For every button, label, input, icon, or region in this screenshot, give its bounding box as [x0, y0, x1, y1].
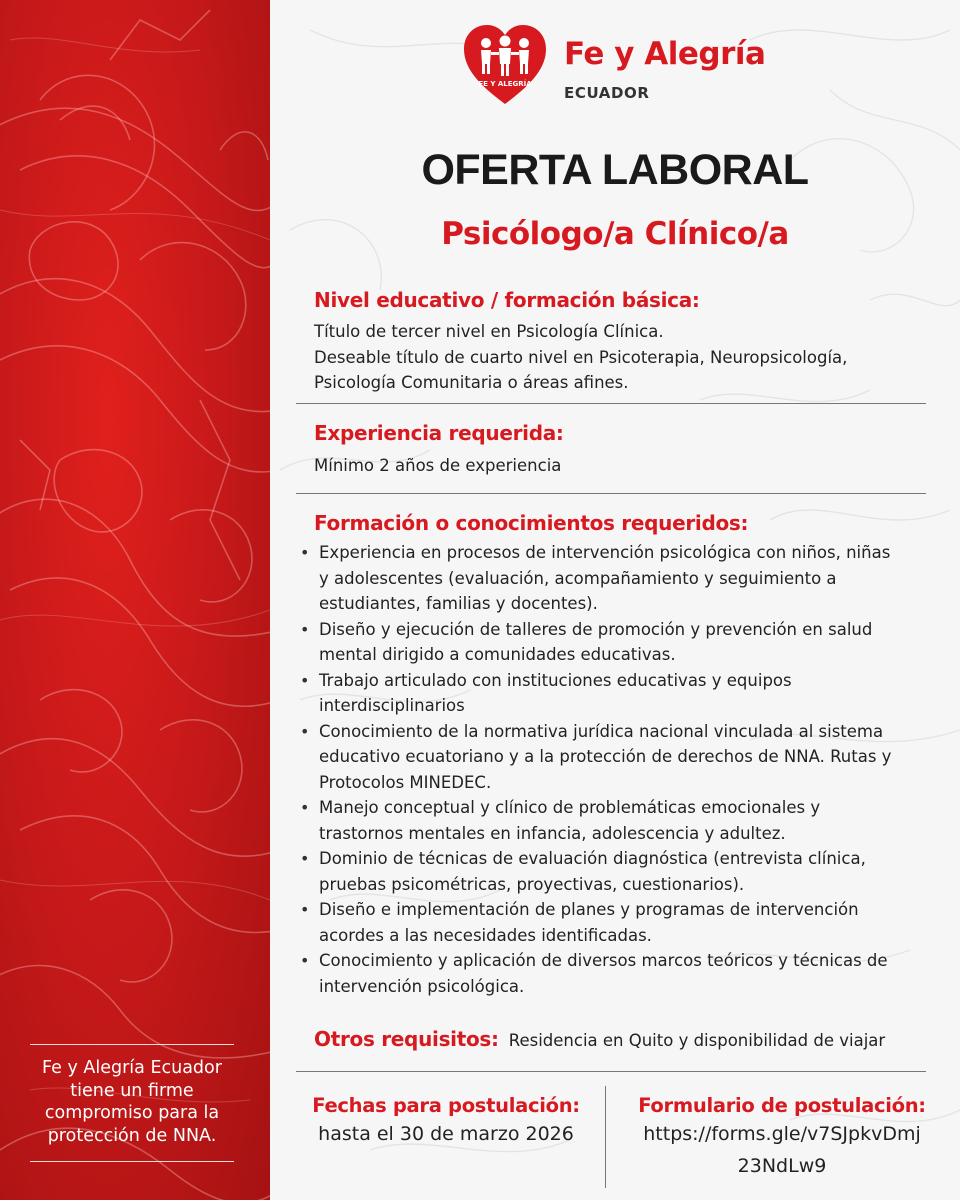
line-art-illustration — [0, 0, 270, 1200]
list-item-line: Protocolos MINEDEC. — [319, 772, 492, 792]
divider — [296, 1071, 926, 1072]
left-red-panel — [0, 0, 270, 1200]
education-line: Deseable título de cuarto nivel en Psicoterapia, Neuropsicología, — [314, 347, 848, 367]
emblem-text: FE Y ALEGRÍA — [478, 80, 532, 88]
brand-country: ECUADOR — [564, 84, 650, 102]
list-item-line: y adolescentes (evaluación, acompañamiento y seguimiento a — [319, 568, 837, 588]
list-item-line: acordes a las necesidades identificadas. — [319, 925, 652, 945]
list-item-line: • Diseño e implementación de planes y programas de intervención — [319, 900, 859, 919]
list-item-line: intervención psicológica. — [319, 976, 525, 996]
list-item — [296, 846, 936, 897]
application-form — [614, 1094, 950, 1181]
divider — [296, 403, 926, 404]
education-heading: Nivel educativo / formación básica: — [314, 288, 700, 312]
form-heading: Formulario de postulación: — [638, 1094, 926, 1117]
list-item-line: • Dominio de técnicas de evaluación diagnóstica (entrevista clínica, — [319, 849, 866, 868]
list-item-line: interdisciplinarios — [319, 696, 465, 715]
list-item-line: pruebas psicométricas, proyectivas, cuestionarios). — [319, 874, 745, 894]
note-line: compromiso para la — [44, 1103, 220, 1123]
divider — [296, 493, 926, 494]
list-item-line: • Trabajo articulado con instituciones educativas y equipos — [319, 670, 792, 690]
application-dates — [296, 1094, 596, 1149]
list-item-line: educativo ecuatoriano y a la protección de derechos de NNA. Rutas y — [319, 747, 892, 766]
vertical-divider — [605, 1086, 606, 1188]
list-item — [296, 668, 936, 719]
list-item — [296, 719, 936, 796]
list-item-line: estudiantes, familias y docentes). — [319, 594, 598, 613]
education-line: Título de tercer nivel en Psicología Clínica. — [314, 322, 664, 341]
note-line: protección de NNA. — [47, 1125, 217, 1146]
brand-name: Fe y Alegría — [564, 36, 766, 72]
education-line: Psicología Comunitaria o áreas afines. — [314, 373, 629, 392]
list-item-line: trastornos mentales en infancia, adolescencia y adultez. — [319, 823, 786, 843]
knowledge-heading: Formación o conocimientos requeridos: — [314, 511, 749, 535]
list-item — [296, 795, 936, 846]
list-item — [296, 948, 936, 999]
list-item — [296, 897, 936, 948]
knowledge-list — [296, 540, 936, 999]
heart-children-icon — [462, 22, 548, 108]
form-url-line[interactable]: 23NdLw9 — [737, 1155, 827, 1177]
list-item-line: mental dirigido a comunidades educativas. — [319, 645, 676, 664]
job-position-title: Psicólogo/a Clínico/a — [441, 216, 789, 252]
experience-text — [314, 453, 934, 479]
note-line: Fe y Alegría Ecuador — [42, 1058, 222, 1078]
education-text — [314, 319, 934, 396]
list-item-line: • Conocimiento de la normativa jurídica nacional vinculada al sistema — [319, 721, 884, 741]
dates-heading: Fechas para postulación: — [312, 1094, 580, 1117]
list-item — [296, 540, 936, 617]
list-item-line: • Diseño y ejecución de talleres de promoción y prevención en salud — [319, 619, 873, 639]
experience-line: Mínimo 2 años de experiencia — [314, 456, 562, 475]
dates-text: hasta el 30 de marzo 2026 — [318, 1123, 574, 1145]
list-item-line: • Conocimiento y aplicación de diversos marcos teóricos y técnicas de — [319, 951, 888, 970]
page-title: OFERTA LABORAL — [421, 146, 809, 194]
experience-heading: Experiencia requerida: — [314, 421, 564, 445]
list-item — [296, 617, 936, 668]
fe-y-alegria-logo — [462, 22, 772, 112]
list-item-line: • Manejo conceptual y clínico de problemáticas emocionales y — [319, 798, 821, 817]
form-url-line[interactable]: https://forms.gle/v7SJpkvDmj — [643, 1123, 921, 1145]
note-line: tiene un firme — [70, 1080, 194, 1101]
list-item-line: • Experiencia en procesos de intervención psicológica con niños, niñas — [319, 543, 891, 562]
other-requirements-text: Residencia en Quito y disponibilidad de viajar — [508, 1031, 886, 1050]
protection-commitment-note — [30, 1044, 234, 1162]
other-requirements-heading: Otros requisitos: — [314, 1027, 499, 1051]
other-requirements — [314, 1027, 885, 1051]
